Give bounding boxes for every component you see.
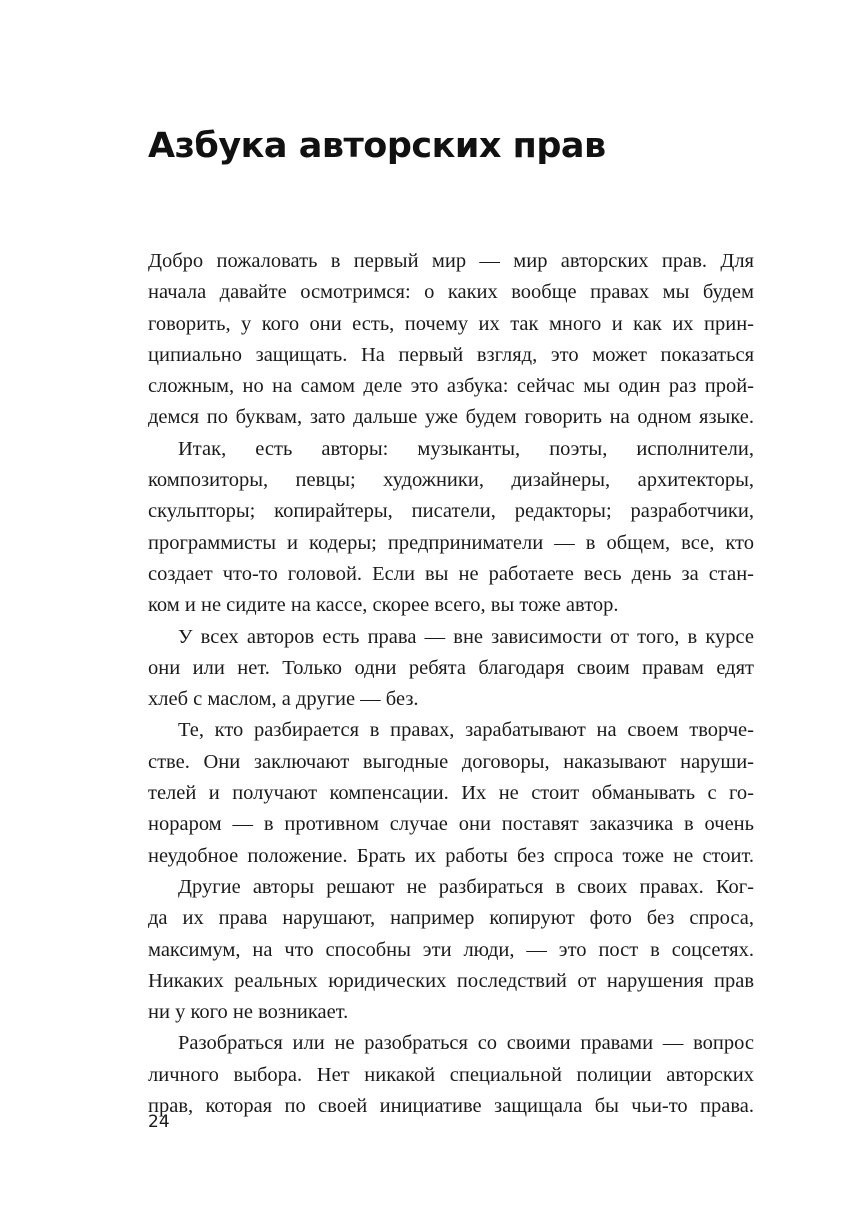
text-line: Разобраться или не разобраться со своими правами — вопрос [178,1032,754,1055]
text-line: ни у кого не возникает. [148,1001,349,1024]
page-number: 24 [148,1112,170,1132]
text-line: ком и не сидите на кассе, скорее всего, вы тоже автор. [148,594,619,617]
body-text [148,246,754,1122]
text-line: Добро пожаловать в первый мир — мир авторских прав. Для [148,250,754,272]
text-line: нораром — в противном случае они поставят заказчика в очень [148,813,754,836]
text-line: композиторы, певцы; художники, дизайнеры, архитекторы, [148,469,754,492]
text-line: Никаких реальных юридических последствий от нарушения прав [148,969,754,992]
text-line: личного выбора. Нет никакой специальной полиции авторских [148,1063,754,1086]
text-line: создает что-то головой. Если вы не работаете весь день за стан- [148,562,754,585]
text-line: скульпторы; копирайтеры, писатели, редакторы; разработчики, [148,500,754,523]
chapter-title: Азбука авторских прав [148,126,606,166]
text-line: они или нет. Только одни ребята благодаря своим правам едят [148,656,754,679]
text-line: У всех авторов есть права — вне зависимости от того, в курсе [178,625,754,648]
text-line: прав, которая по своей инициативе защищала бы чьи-то права. [148,1095,754,1118]
text-line: неудобное положение. Брать их работы без спроса тоже не стоит. [148,844,754,867]
text-line: стве. Они заключают выгодные договоры, наказывают наруши- [148,750,754,773]
text-line: программисты и кодеры; предприниматели — в общем, все, кто [148,531,754,554]
text-line: Другие авторы решают не разбираться в своих правах. Ког- [178,875,754,898]
text-line: демся по буквам, зато дальше уже будем говорить на одном языке. [148,406,754,429]
text-line: Те, кто разбирается в правах, зарабатывают на своем творче- [178,719,754,742]
text-line: ципиально защищать. На первый взгляд, это может показаться [148,343,754,366]
text-line: сложным, но на самом деле это азбука: сейчас мы один раз прой- [148,375,754,398]
text-line: Итак, есть авторы: музыканты, поэты, исполнители, [178,437,754,460]
text-line: максимум, на что способны эти люди, — это пост в соцсетях. [148,938,754,961]
text-line: хлеб с маслом, а другие — без. [148,688,419,711]
text-line: да их права нарушают, например копируют фото без спроса, [148,907,754,930]
text-line: телей и получают компенсации. Их не стоит обманывать с го- [148,782,754,805]
text-line: говорить, у кого они есть, почему их так много и как их прин- [148,312,754,335]
text-line: начала давайте осмотримся: о каких вообще правах мы будем [148,281,754,304]
